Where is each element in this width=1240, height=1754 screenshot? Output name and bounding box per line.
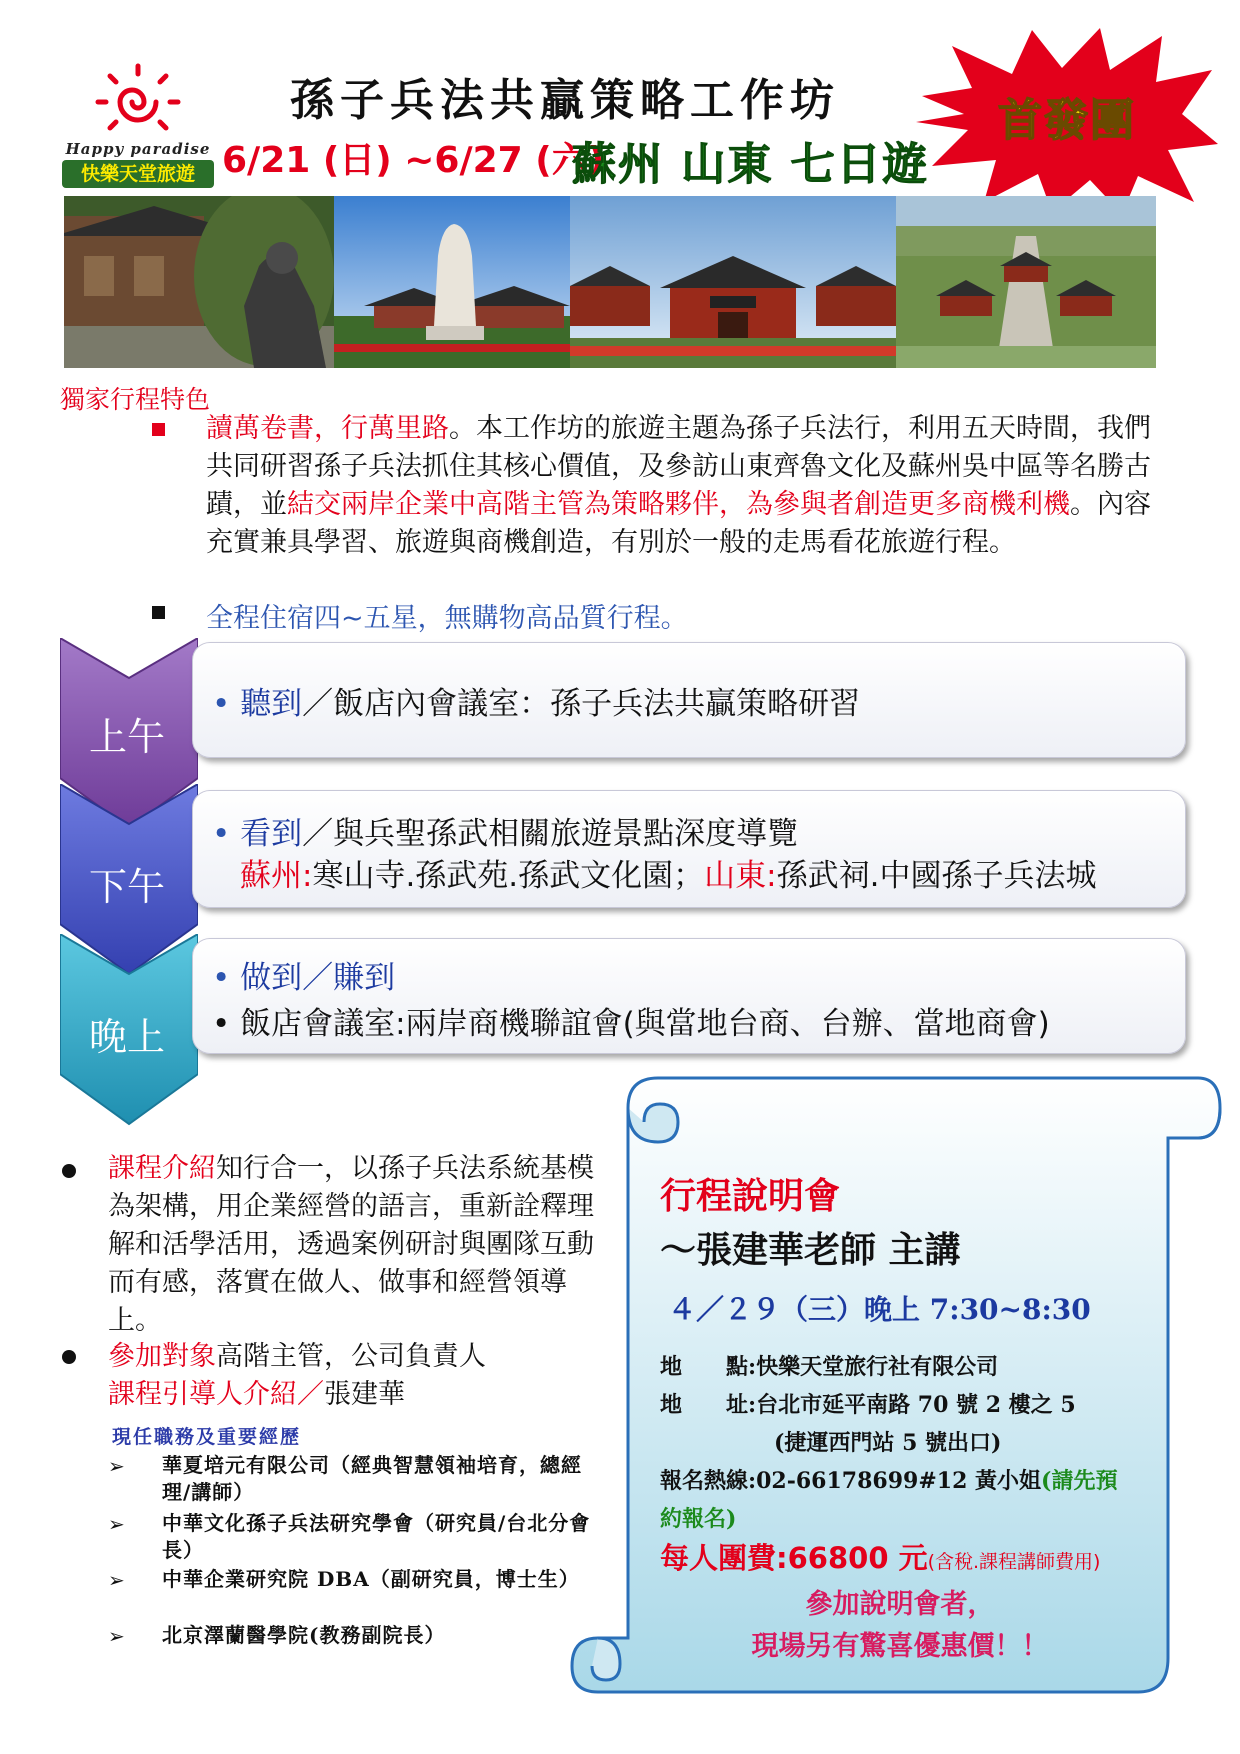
location-label: 地 點:: [660, 1354, 757, 1380]
bullet-dot-icon: •: [212, 1006, 241, 1042]
address-label: 地 址:: [660, 1392, 757, 1418]
experience-heading: 現任職務及重要經歷: [112, 1426, 302, 1448]
evening-item: [212, 952, 395, 997]
fee-value: 66800 元: [787, 1541, 928, 1575]
photo-sunzi-statue: [334, 196, 570, 368]
arrow-bullet-icon: ➢: [108, 1624, 125, 1648]
arrow-bullet-icon: ➢: [108, 1512, 125, 1536]
bonus-line-2: 現場另有驚喜優惠價！！: [751, 1631, 1049, 1662]
logo-english-text: Happy paradise: [65, 140, 211, 158]
seminar-title: 行程說明會: [660, 1176, 841, 1217]
photo-aerial-complex: [896, 196, 1156, 368]
address-value: 台北市延平南路 70 號 2 樓之 5: [756, 1392, 1076, 1418]
afternoon-key: 看到: [240, 816, 303, 852]
arrow-bullet-icon: ➢: [108, 1568, 125, 1592]
hotline-note-cont: 約報名): [660, 1506, 737, 1532]
experience-item: 華夏培元有限公司（經典智慧領袖培育，總經理/講師）: [162, 1453, 582, 1504]
afternoon-item: [212, 808, 798, 853]
target-label: 參加對象: [108, 1341, 216, 1372]
course-intro: [108, 1150, 608, 1340]
seminar-speaker: ～張建華老師 主講: [660, 1230, 961, 1271]
hotline-label: 報名熱線:: [660, 1468, 757, 1494]
morning-label: 上午: [88, 715, 165, 759]
feature-highlight: 結交兩岸企業中高階主管為策略夥伴，為參與者創造更多商機利機: [287, 489, 1070, 520]
feature-text: 。本工作坊的旅遊主題為孫子兵法行，利用五天時間，我們共同研習孫子兵法抓住其核心價值，及參訪山東齊魯文化及蘇州吳中區等名勝古蹟，並: [206, 413, 1151, 520]
course-intro-text: 知行合一，以孫子兵法系統基模為架構，用企業經營的語言，重新詮釋理解和活學活用，透過案例研討與團隊互動而有感，落實在做人、做事和經營領導上。: [108, 1153, 594, 1336]
feature-accommodation: 全程住宿四~五星，無購物高品質行程。: [206, 603, 688, 634]
seminar-hotline: [660, 1464, 1117, 1495]
guide-label: 課程引導人介紹／: [108, 1379, 324, 1410]
feature-paragraph: [206, 410, 1166, 562]
bullet-square-icon: [152, 606, 165, 619]
hotline-value: 02-66178699#12 黃小姐: [756, 1468, 1042, 1494]
shandong-sites: 孫武祠.中國孫子兵法城: [776, 858, 1097, 894]
bullet-dot-icon: [62, 1164, 76, 1178]
photo-gate-building: [570, 196, 896, 368]
afternoon-text: ／與兵聖孫武相關旅遊景點深度導覽: [302, 816, 799, 852]
bullet-dot-icon: •: [212, 686, 241, 722]
page-title: 孫子兵法共贏策略工作坊: [290, 75, 840, 126]
morning-text: ／飯店內會議室：孫子兵法共贏策略研習: [302, 686, 861, 722]
tour-dates: 6/21 (日) ~6/27 (六): [222, 140, 605, 181]
hotline-note: (請先預: [1041, 1468, 1118, 1494]
features-heading: 獨家行程特色: [60, 385, 211, 414]
seminar-address-note: (捷運西門站 5 號出口): [774, 1430, 1002, 1456]
tour-destination: 蘇州 山東 七日遊: [572, 139, 929, 190]
shandong-key: 山東:: [704, 858, 777, 894]
seminar-address: [660, 1388, 1076, 1419]
afternoon-sites: [240, 850, 1096, 895]
seminar-date: ４／２９（三）晚上 7:30~8:30: [668, 1293, 1091, 1326]
seminar-fee: [660, 1536, 1100, 1577]
course-target: [108, 1338, 628, 1414]
experience-item: 中華企業研究院 DBA（副研究員，博士生）: [162, 1567, 580, 1591]
seminar-location: [660, 1350, 998, 1381]
bullet-dot-icon: •: [212, 960, 241, 996]
location-value: 快樂天堂旅行社有限公司: [756, 1354, 999, 1380]
photo-statue-garden: [64, 196, 334, 368]
suzhou-key: 蘇州:: [240, 858, 313, 894]
logo-chinese-text: 快樂天堂旅遊: [62, 160, 214, 188]
experience-item: 北京澤蘭醫學院(教務副院長）: [162, 1623, 446, 1647]
course-intro-label: 課程介紹: [108, 1153, 216, 1184]
bullet-square-icon: [152, 423, 165, 436]
morning-item: [212, 678, 860, 723]
first-tour-badge: 首發團: [998, 95, 1136, 146]
guide-name: 張建華: [324, 1379, 405, 1410]
feature-text: 。內容充實兼具學習、旅遊與商機創造，有別於一般的走馬看花旅遊行程。: [206, 489, 1151, 558]
evening-key: 做到／賺到: [240, 960, 396, 996]
bullet-dot-icon: •: [212, 816, 241, 852]
afternoon-label: 下午: [88, 865, 165, 909]
fee-label: 每人團費:: [660, 1541, 788, 1575]
sun-logo-icon: [90, 62, 186, 140]
evening-item: [212, 998, 1050, 1043]
suzhou-sites: 寒山寺.孫武苑.孫武文化園；: [312, 858, 705, 894]
morning-key: 聽到: [240, 686, 303, 722]
fee-note: (含稅.課程講師費用): [927, 1551, 1101, 1573]
bullet-dot-icon: [62, 1350, 76, 1364]
company-logo: [62, 62, 214, 190]
arrow-bullet-icon: ➢: [108, 1454, 125, 1478]
evening-text: 飯店會議室:兩岸商機聯誼會(與當地台商、台辦、當地商會): [240, 1006, 1050, 1042]
target-text: 高階主管，公司負責人: [216, 1341, 486, 1372]
bonus-line-1: 參加說明會者，: [805, 1589, 995, 1620]
evening-label: 晚上: [88, 1015, 165, 1059]
feature-highlight: 讀萬卷書，行萬里路: [206, 413, 449, 444]
experience-item: 中華文化孫子兵法研究學會（研究員/台北分會長）: [162, 1511, 591, 1562]
